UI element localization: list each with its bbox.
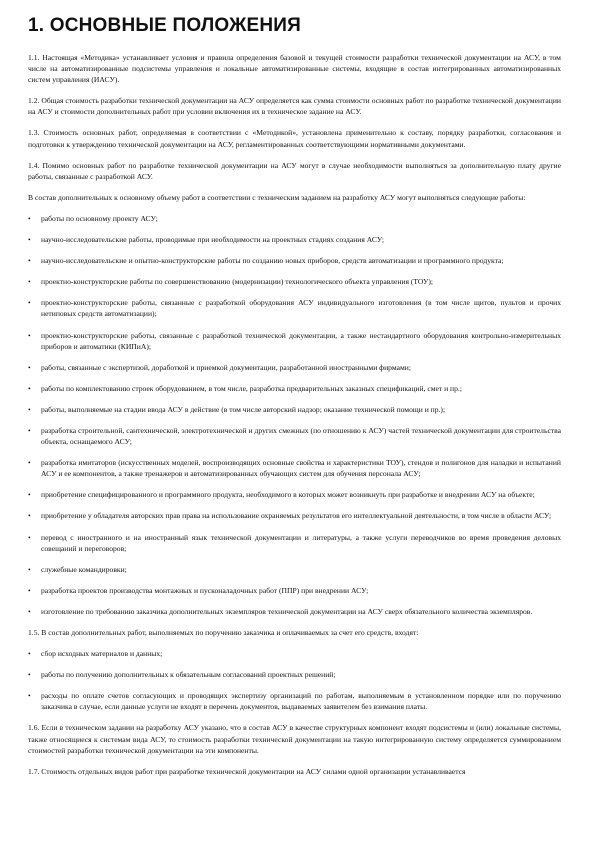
list-item (28, 606, 561, 617)
list-item-text: работы по комплектованию строек оборудованием, в том числе, разработка предварительных заказных спецификаций, смет и пр.; (41, 383, 462, 393)
list-item-text: расходы по оплате счетов согласующих и проводящих экспертизу организаций по работам, выполняемым в установленном порядке или по поручению заказчика в случае, если данные услуги не входят в перечень документов, выдаваемых заявителем без взимания платы. (41, 691, 561, 712)
bullet-marker: • (28, 490, 31, 500)
list-item-text: служебные командировки; (41, 564, 127, 574)
list-item-text: научно-исследовательские и опытно-конструкторские работы по созданию новых приборов, средств автоматизации и программного продукта; (41, 256, 504, 266)
paragraph-1-3: 1.3. Стоимость основных работ, определяемая в соответствии с «Методикой», установлена применительно к составу, порядку разработки, согласования и подготовки к утверждению технической документации на АСУ, регламентированных соответствующими нормативными документами. (28, 128, 561, 149)
bullet-marker: • (28, 649, 31, 659)
list-item-text: приобретение у обладателя авторских прав права на использование охраняемых результатов его интеллектуальной деятельности, в том числе в области АСУ; (41, 511, 552, 521)
list-item (28, 648, 561, 659)
bullet-marker: • (28, 383, 31, 393)
list-item (28, 690, 561, 712)
list-item (28, 532, 561, 554)
list-item-text: научно-исследовательские работы, проводимые при необходимости на проектных стадиях создания АСУ; (41, 235, 385, 245)
list-item (28, 255, 561, 266)
bullet-marker: • (28, 213, 31, 223)
bullet-marker: • (28, 564, 31, 574)
list-item-text: разработка имитаторов (искусственных моделей, воспроизводящих основные свойства и характеристики ТОУ), стендов и полигонов для наладки и испытаний АСУ и ее компонентов, а также тренажеров и автоматизированных обучающих систем для обучения персонала АСУ; (41, 458, 561, 479)
list-item (28, 564, 561, 575)
customer-works-list (28, 648, 561, 712)
bullet-marker: • (28, 277, 31, 287)
bullet-marker: • (28, 585, 31, 595)
bullet-marker: • (28, 691, 31, 701)
paragraph-1-7: 1.7. Стоимость отдельных видов работ при разработке технической документации на АСУ силами одной организации устанавливается (28, 766, 466, 776)
list-item (28, 425, 561, 447)
list-item-text: изготовление по требованию заказчика дополнительных экземпляров технической документации на АСУ сверх обязательного количества экземпляров. (41, 606, 533, 616)
list-item-text: разработка проектов производства монтажных и пусконаладочных работ (ППР) при внедрении АСУ; (41, 585, 369, 595)
list-item (28, 669, 561, 680)
bullet-marker: • (28, 256, 31, 266)
bullet-marker: • (28, 330, 31, 340)
list-item (28, 362, 561, 373)
bullet-marker: • (28, 511, 31, 521)
document-page (28, 14, 561, 777)
bullet-marker: • (28, 404, 31, 414)
list-item-text: работы по основному проекту АСУ; (41, 213, 158, 223)
list-item (28, 404, 561, 415)
paragraph-1-1: 1.1. Настоящая «Методика» устанавливает условия и правила определения базовой и текущей стоимости разработки технической документации на АСУ, в том числе на автоматизированные подсистемы управления и локальные автоматизированные системы, входящие в состав интегрированных автоматизированных систем управления (ИАСУ). (28, 53, 561, 85)
list-item-text: проектно-конструкторские работы по совершенствованию (модернизации) технологического объекта управления (ТОУ); (41, 277, 433, 287)
list-item-text: приобретение специфицированного и программного продукта, необходимого в которых может возникнуть при разработке и внедрении АСУ на объекте; (41, 490, 535, 500)
paragraph-1-6: 1.6. Если в техническом задании на разработку АСУ указано, что в состав АСУ в качестве структурных компонент входят подсистемы и (или) локальные системы, также относящиеся к системам вида АСУ, то стоимость разработки технической документации на такую интегрированную систему определяется суммированием стоимостей разработки технической документации на эти компоненты. (28, 723, 561, 755)
list-item (28, 234, 561, 245)
bullet-marker: • (28, 458, 31, 468)
list-item-text: проектно-конструкторские работы, связанные с разработкой оборудования АСУ индивидуального изготовления (в том числе щитов, пультов и прочих нетиповых средств автоматизации); (41, 298, 561, 319)
bullet-marker: • (28, 362, 31, 372)
list-item-text: работы по получению дополнительных к обязательным согласований проектных решений; (41, 670, 336, 680)
list-item (28, 383, 561, 394)
list-item-text: сбор исходных материалов и данных; (41, 649, 163, 659)
paragraph-1-5: 1.5. В состав дополнительных работ, выполняемых по поручению заказчика и оплачиваемых за счет его средств, входят: (28, 628, 419, 637)
list-item-text: перевод с иностранного и на иностранный язык технической документации и литературы, а также услуги переводчиков во время проведения деловых совещаний и переговоров; (41, 532, 561, 553)
section-title: 1. ОСНОВНЫЕ ПОЛОЖЕНИЯ (28, 15, 302, 36)
bullet-marker: • (28, 235, 31, 245)
list-item (28, 489, 561, 500)
list-item-text: работы, связанные с экспертизой, доработкой и приемкой документации, разработанной иностранными фирмами; (41, 362, 411, 372)
bullet-marker: • (28, 425, 31, 435)
paragraph-1-2: 1.2. Общая стоимость разработки технической документации на АСУ определяется как сумма стоимости основных работ по разработке технической документации на АСУ и стоимости дополнительных работ при условии включения их в техническое задание на АСУ. (28, 96, 561, 117)
list-item-text: разработка строительной, сантехнической, электротехнической и других смежных (по отношению к АСУ) частей технической документации для строительства объекта, оснащаемого АСУ; (41, 425, 561, 447)
list-item (28, 213, 561, 224)
paragraph-additional-works-intro: В состав дополнительных к основному объему работ в соответствии с техническим заданием на разработку АСУ могут выполняться следующие работы: (28, 192, 526, 202)
bullet-marker: • (28, 606, 31, 616)
paragraph-1-4: 1.4. Помимо основных работ по разработке технической документации на АСУ могут в случае необходимости выполняться за дополнительную плату другие работы, связанные с разработкой АСУ. (28, 160, 561, 181)
list-item (28, 510, 561, 521)
list-item-text: проектно-конструкторские работы, связанные с разработкой технической документации, а также нестандартного оборудования контрольно-измерительных приборов и автоматики (КИПиА); (41, 330, 561, 351)
bullet-marker: • (28, 532, 31, 542)
list-item-text: работы, выполняемые на стадии ввода АСУ в действие (в том числе авторский надзор; оказание технической помощи и пр.); (41, 404, 446, 414)
bullet-marker: • (28, 298, 31, 308)
list-item (28, 330, 561, 352)
list-item (28, 585, 561, 596)
list-item (28, 297, 561, 319)
bullet-marker: • (28, 670, 31, 680)
additional-works-list (28, 213, 561, 617)
list-item (28, 276, 561, 287)
list-item (28, 457, 561, 479)
